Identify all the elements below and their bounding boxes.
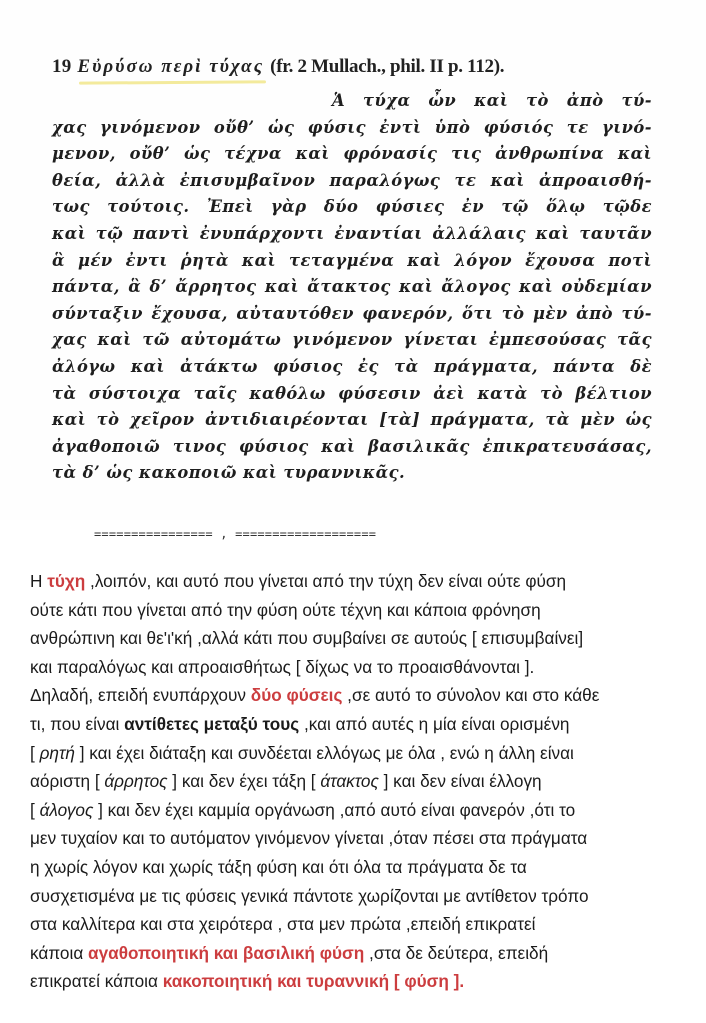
highlighted-phrase: κακοποιητική και τυραννική [ φύση ]. [162,971,465,992]
translation-line [30,767,702,796]
translation-line [30,596,702,625]
ancient-text-line: καὶ τῷ παντὶ ἐνυπάρχοντι ἐναντίαι ἀλλάλαις καὶ ταυτᾶν [52,223,652,243]
ancient-text-line: τὰ σύστοιχα ταῖς καθόλω φύσεσιν ἀεὶ κατὰ τὸ βέλτιον [52,383,652,403]
text-segment: στα καλλίτερα και στα χειρότερα , στα μεν πρώτα ,επειδή επικρατεί [30,914,536,935]
translation-line [30,853,702,882]
fragment-number: 19 [52,56,72,77]
text-segment: ] και δεν έχει τάξη [ [167,771,321,792]
translation-line [30,710,702,739]
translation-line [30,910,702,939]
highlighted-phrase: αγαθοποιητική και βασιλική φύση [88,942,365,963]
ancient-text-line: τὰ δ’ ὡς κακοποιῶ καὶ τυραννικᾶς. [52,463,406,483]
translation-line [30,624,702,653]
translation-line [30,882,702,911]
modern-greek-translation [30,567,702,996]
translation-line [30,739,702,768]
text-segment: ] και έχει διάταξη και συνδέεται ελλόγως με όλα , ενώ η άλλη είναι [74,742,574,763]
ancient-text-line: ἃ μέν ἐντι ῥητὰ καὶ τεταγμένα καὶ λόγον ἔχουσα ποτὶ [52,250,652,270]
text-segment: ] και δεν έχει καμμία οργάνωση ,από αυτό είναι φανερόν ,ότι το [93,799,576,820]
text-segment: Η [30,571,48,591]
text-segment: και παραλόγως και απροαισθήτως [ δίχως να το προαισθάνονται ]. [30,656,535,677]
ancient-text-line: τως τούτοις. Ἐπεὶ γὰρ δύο φύσιες ἐν τῷ ὅλῳ τῷδε [52,197,652,217]
italic-term: άρρητος [104,771,168,792]
ancient-text-line: σύνταξιν ἔχουσα, αὐταυτόθεν φανερόν, ὅτι τὸ μὲν ἀπὸ τύ- [52,303,652,323]
text-segment: τι, που είναι [30,713,125,734]
fragment-reference: (fr. 2 Mullach., phil. II p. 112). [270,56,505,77]
ancient-text-line: ἀλόγω καὶ ἀτάκτω φύσιος ἐς τὰ πράγματα, πάντα δὲ [52,356,652,376]
text-segment: ,και από αυτές η μία είναι ορισμένη [299,713,570,734]
ancient-text-line: Ἁ τύχα ὦν καὶ τὸ ἀπὸ τύ- [332,91,652,110]
ancient-text-line: πάντα, ἃ δ’ ἄρρητος καὶ ἄτακτος καὶ ἄλογος καὶ οὐδεμίαν [52,277,652,297]
text-segment: αόριστη [ [30,771,105,792]
separator-line [94,527,376,541]
separator-right: =================== [235,527,377,541]
text-segment: [ [30,799,40,820]
ancient-text-line: ἀγαθοποιῶ τινος φύσιος καὶ βασιλικᾶς ἐπικρατευσάσας, [52,436,652,456]
translation-line [30,567,702,596]
ancient-text-line: μενον, οὔθ’ ὡς τέχνα καὶ φρόνασίς τις ἀνθρωπίνα καὶ [52,144,652,164]
italic-term: άλογος [39,799,94,820]
text-segment: ,στα δε δεύτερα, επειδή [364,942,549,963]
translation-line [30,653,702,682]
text-segment: [ [30,742,40,763]
ancient-text-line: καὶ τὸ χεῖρον ἀντιδιαιρέονται [τὰ] πράγματα, τὰ μὲν ὡς [52,410,652,430]
text-segment: ούτε κάτι που γίνεται από την φύση ούτε τέχνη και κάποια φρόνηση [30,599,541,620]
fragment-heading [52,56,504,78]
highlighted-phrase: τύχη [47,571,86,591]
fragment-greek-title: Εὐρύσω περὶ τύχας [77,56,265,77]
ancient-text-line: χας καὶ τῶ αὐτομάτω γινόμενον γίνεται ἐμπεσούσας τᾶς [52,330,652,350]
separator-left: ================ [94,527,213,541]
italic-term: άτακτος [320,771,379,792]
text-segment: Δηλαδή, επειδή ενυπάρχουν [30,685,251,706]
ancient-text-line: θεία, ἀλλὰ ἐπισυμβαῖνον παραλόγως τε καὶ ἀπροαισθή- [52,170,652,190]
translation-line [30,824,702,853]
text-segment: κάποια [30,942,89,963]
text-segment: η χωρίς λόγον και χωρίς τάξη φύση και ότι όλα τα πράγματα δε τα [30,856,527,877]
translation-line [30,967,702,996]
highlighted-phrase: δύο φύσεις [250,685,343,706]
bold-phrase: αντίθετες μεταξύ τους [124,713,300,734]
text-segment: επικρατεί κάποια [30,971,163,992]
text-segment: ,λοιπόν, και αυτό που γίνεται από την τύχη δεν είναι ούτε φύση [85,571,567,591]
ancient-text-line: χας γινόμενον οὔθ’ ὡς φύσις ἐντὶ ὑπὸ φύσιός τε γινό- [52,117,652,137]
text-segment: ] και δεν είναι έλλογη [378,771,542,792]
text-segment: ανθρώπινη και θε'ι'κή ,αλλά κάτι που συμβαίνει σε αυτούς [ επισυμβαίνει] [30,628,584,649]
ancient-greek-text [52,88,652,487]
translation-line [30,939,702,968]
separator-comma: , [220,527,228,541]
italic-term: ρητή [39,742,75,763]
translation-line [30,796,702,825]
translation-line [30,681,702,710]
text-segment: ,σε αυτό το σύνολον και στο κάθε [342,685,600,706]
text-segment: μεν τυχαίον και το αυτόματον γινόμενον γίνεται ,όταν πέσει στα πράγματα [30,828,588,849]
text-segment: συσχετισμένα με τις φύσεις γενικά πάντοτε χωρίζονται με αντίθετον τρόπο [30,885,589,906]
